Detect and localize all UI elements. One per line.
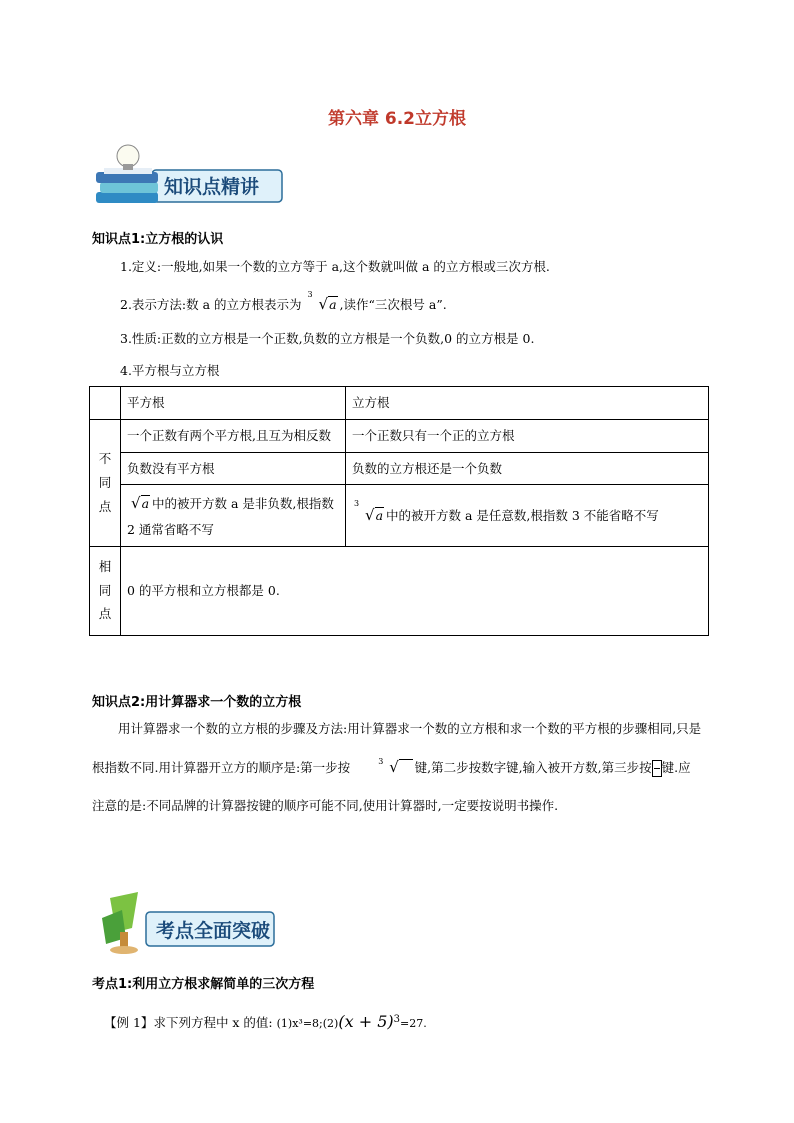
equation-2-post: =27. [400,1017,427,1030]
table-cell: 一个正数只有一个正的立方根 [346,419,709,452]
header-sqrt: 平方根 [121,387,346,420]
kp1-item1: 1.定义:一般地,如果一个数的立方等于 a,这个数就叫做 a 的立方根或三次方根. [120,259,550,274]
table-row [90,452,709,485]
table-cell: 3 √a 中的被开方数 a 是任意数,根指数 3 不能省略不写 [346,485,709,546]
table-cell: 一个正数有两个平方根,且互为相反数 [121,419,346,452]
banner-label: 知识点精讲 [164,176,260,198]
equation-2-prefix: (2) [322,1017,339,1030]
table-corner-cell [90,387,121,420]
kp1-item3: 3.性质:正数的立方根是一个正数,负数的立方根是一个负数,0 的立方根是 0. [120,331,535,346]
table-cell: 负数没有平方根 [121,452,346,485]
table-row [90,546,709,635]
header-cbrt: 立方根 [346,387,709,420]
kp1-heading: 知识点1:立方根的认识 [92,232,224,247]
lightbulb-books-icon [92,142,292,212]
kp2-heading: 知识点2:用计算器求一个数的立方根 [92,695,302,710]
kp1-item2 [120,290,447,313]
cube-root-symbol: 3 √a [307,290,337,313]
kp1-item2-post: ,读作“三次根号 a”. [339,297,447,312]
diff-label: 不 同 点 [90,419,121,546]
table-cell: √a 中的被开方数 a 是非负数,根指数 2 通常省略不写 [121,485,346,546]
section-banner-exam [92,888,292,962]
example-1: 【例 1】求下列方程中 x 的值: (1)x³=8;(2)(x + 5)$^3$=27. [104,1012,427,1031]
section-banner-knowledge [92,142,292,216]
same-text: 0 的平方根和立方根都是 0. [121,546,709,635]
comparison-table [89,386,709,636]
equation-2-expr: (x + 5) [338,1012,394,1031]
table-cell: 负数的立方根还是一个负数 [346,452,709,485]
kp2-paragraph: 用计算器求一个数的立方根的步骤及方法:用计算器求一个数的立方根和求一个数的平方根的步骤相同,只是根指数不同.用计算器开立方的顺序是:第一步按 3 √ 键,第二步按数字键,输入被开方数,第三步按 键.应注意的是:不同品牌的计算器按键的顺序可能不同,使用计算器时,一定要按说明书操作. [92,721,702,813]
kp1-item4: 4.平方根与立方根 [120,363,220,378]
table-row [90,419,709,452]
example-label: 【例 1】 [104,1015,154,1030]
cube-root-key-icon: 3 √ [352,748,412,787]
same-label: 相 同 点 [90,546,121,635]
square-root-symbol: √a [131,494,150,513]
green-cone-icon [92,888,292,958]
kp1-item2-pre: 2.表示方法:数 a 的立方根表示为 [120,297,302,312]
equation-1: (1)x³=8; [276,1017,323,1030]
kd1-heading: 考点1:利用立方根求解简单的三次方程 [92,977,315,992]
equals-key-icon [652,760,662,777]
cube-root-symbol: 3 √a [354,499,384,525]
table-row [90,387,709,420]
example-text: 求下列方程中 x 的值: [153,1015,273,1030]
banner-label: 考点全面突破 [156,920,271,942]
page-title: 第六章 6.2立方根 [327,109,467,129]
table-row [90,485,709,546]
